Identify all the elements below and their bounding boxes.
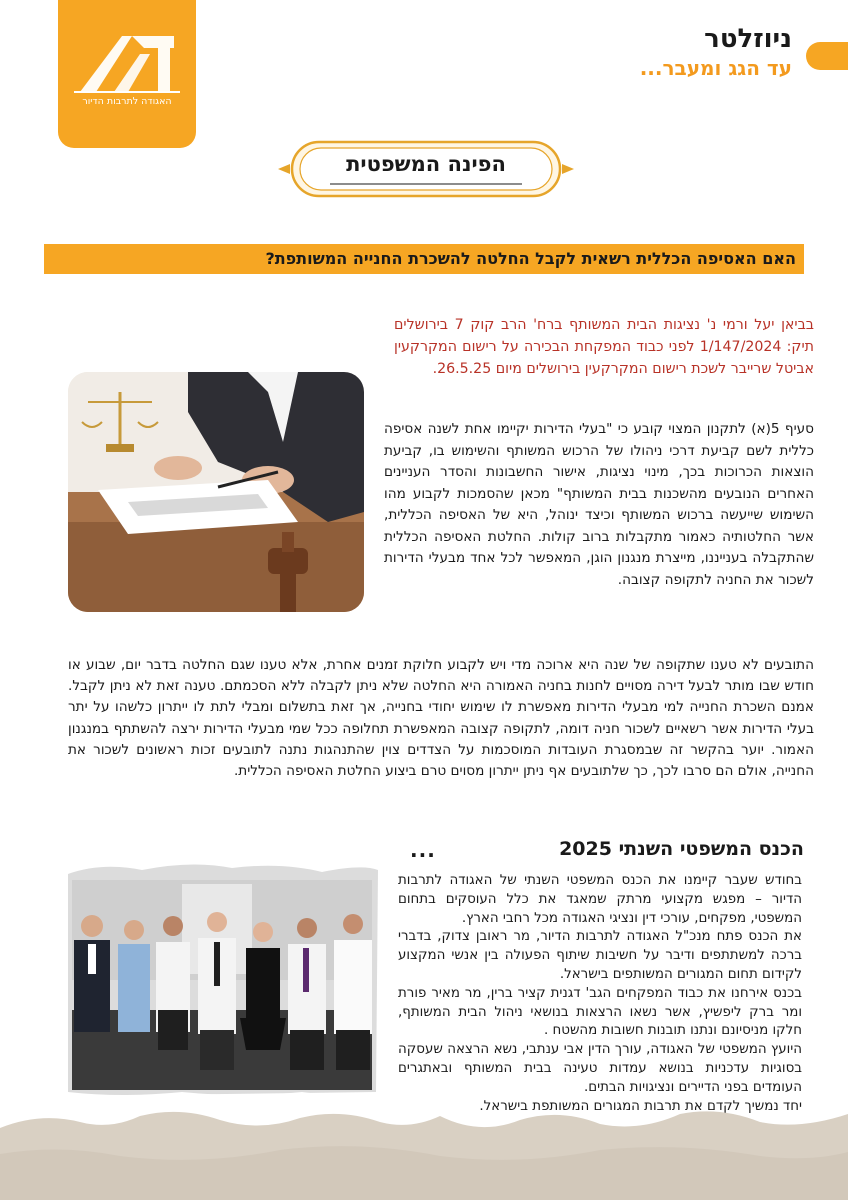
- question-bar: [44, 244, 804, 274]
- conference-title: הכנס המשפטי השנתי 2025: [559, 838, 804, 860]
- logo-tab: [58, 0, 196, 148]
- logo-icon: [70, 28, 184, 94]
- legal-paragraph-2: התובעים לא טענו שתקופה של שנה היא ארוכה מדי ויש לקבוע חלוקת זמנים אחרת, אלא טענו שגם החלטה בדבר יום, שבוע או חודש שבו מותר לבעל דירה מסויים לחנות בחניה האמורה היא החלטה שלא ניתן לקבלה ללא הסכמתם. טענה זאת לא ניתן לקבל. אמנם השכרת החנייה למי מבעלי הדירות מאפשרת לו שימוש יחודי בחנייה, אך זאת בתשלום ומבלי לתת לו ייתרון כלשהו על יתר בעלי הדירות אשר רשאיים לשכור חניה דומה, לתקופה קצובה המאפשרת תחלופה ככל שמי מבעלי הדירות ירצה להשתתף במנגנון האמור. יוער בהקשר זה שבמסגרת העובדות המוסכמות על הצדדים צוין שהתנהגות נתנה לתובעים זכות ראשונים לשכור את החנייה, אולם הם סרבו לכך, כך שלתובעים אף ניתן ייתרון מסוים טרם ביצוע החלטת האסיפה הכללית.: [68, 657, 814, 780]
- section-banner: [274, 138, 578, 200]
- conference-paragraph: בכנס אירחנו את כבוד המפקחים הגב' דגנית קציר ברין, מר מאיר פורת ומר ברק ליפשיץ, אשר נשאו הרצאות בנושאי ניהול הבית המשותף, חלקו מניסיונם ונתנו תובנות חשובות מהשטח .: [398, 985, 802, 1039]
- conference-paragraph: היועץ המשפטי של האגודה, עורך הדין אבי ענתבי, נשא הרצאה שעסקה בסוגיות עדכניות בנושא עמדות טעינה בבית המשותף ובאתגרים העומדים בפני הדיירים ונציגויות הבתים.: [398, 1042, 802, 1095]
- banner-title: הפינה המשפטית: [346, 152, 506, 176]
- header-accent-tab: [806, 42, 848, 70]
- newsletter-subtitle: עד הגג ומעבר...: [639, 56, 792, 80]
- torn-paper-footer: [0, 1100, 848, 1200]
- question-text: האם האסיפה הכללית רשאית לקבל החלטה להשכרת החנייה המשותפת?: [265, 249, 796, 268]
- conference-group-photo: [62, 860, 382, 1100]
- conference-paragraph: יחד נמשיך לקדם את תרבות המגורים המשותפת בישראל.: [479, 1098, 802, 1114]
- case-reference: בביאן יעל ורמי נ' נציגות הבית המשותף ברח' הרב קוק 7 בירושלים תיק: 1/147/2024 לפני כבוד המפקחת הבכירה על רישום המקרקעין אביטל שרייבר לשכת רישום המקרקעין בירושלים מיום 26.5.25.: [394, 317, 814, 377]
- newsletter-title: ניוזלטר: [704, 24, 792, 54]
- conference-paragraph: את הכנס פתח מנכ"ל האגודה לתרבות הדיור, מר ראובן צדוק, בדברי ברכה למשתתפים ודיבר על חשיבות שיתוף הפעולה בין אנשי המקצוע לקידום תחום המגורים המשותפים בישראל.: [398, 929, 802, 982]
- conference-body: [398, 872, 802, 1116]
- conference-dots: ...: [410, 838, 436, 862]
- logo-caption: האגודה לתרבות הדיור: [82, 96, 172, 107]
- legal-paragraph-1: סעיף 5(א) לתקנון המצוי קובע כי "בעלי הדירות יקיימו אחת לשנה אסיפה כללית לשם קביעת דרכי ניהולו של הרכוש המשותף והשימוש בו, קביעת הוצאות הכרוכות בכך, מינוי נציגות, אישור החשבונות והסדר העניינים האחרים הנובעים מהשכנות בבית המשותף" מכאן שהסמכות לקבוע מהו השימוש שייעשה ברכוש המשותף וכיצד ינוהל, היא של האסיפה הכללית, אשר החלטותיה כאמור מתקבלות ברוב קולות. החלטת האסיפה הכללית שהתקבלה בענייננו, מייצרת מנגנון הוגן, המאפשר לכל אחד מבעלי הדירות לשכור את החניה לתקופה קצובה.: [384, 421, 814, 588]
- conference-paragraph: בחודש שעבר קיימנו את הכנס המשפטי השנתי של האגודה לתרבות הדיור – מפגש מקצועי מרתק שמאגד את כלל העוסקים בתחום המשפטי, מפקחים, עורכי דין ונציגי האגודה מכל רחבי הארץ.: [398, 873, 802, 926]
- legal-signing-photo: [68, 372, 364, 612]
